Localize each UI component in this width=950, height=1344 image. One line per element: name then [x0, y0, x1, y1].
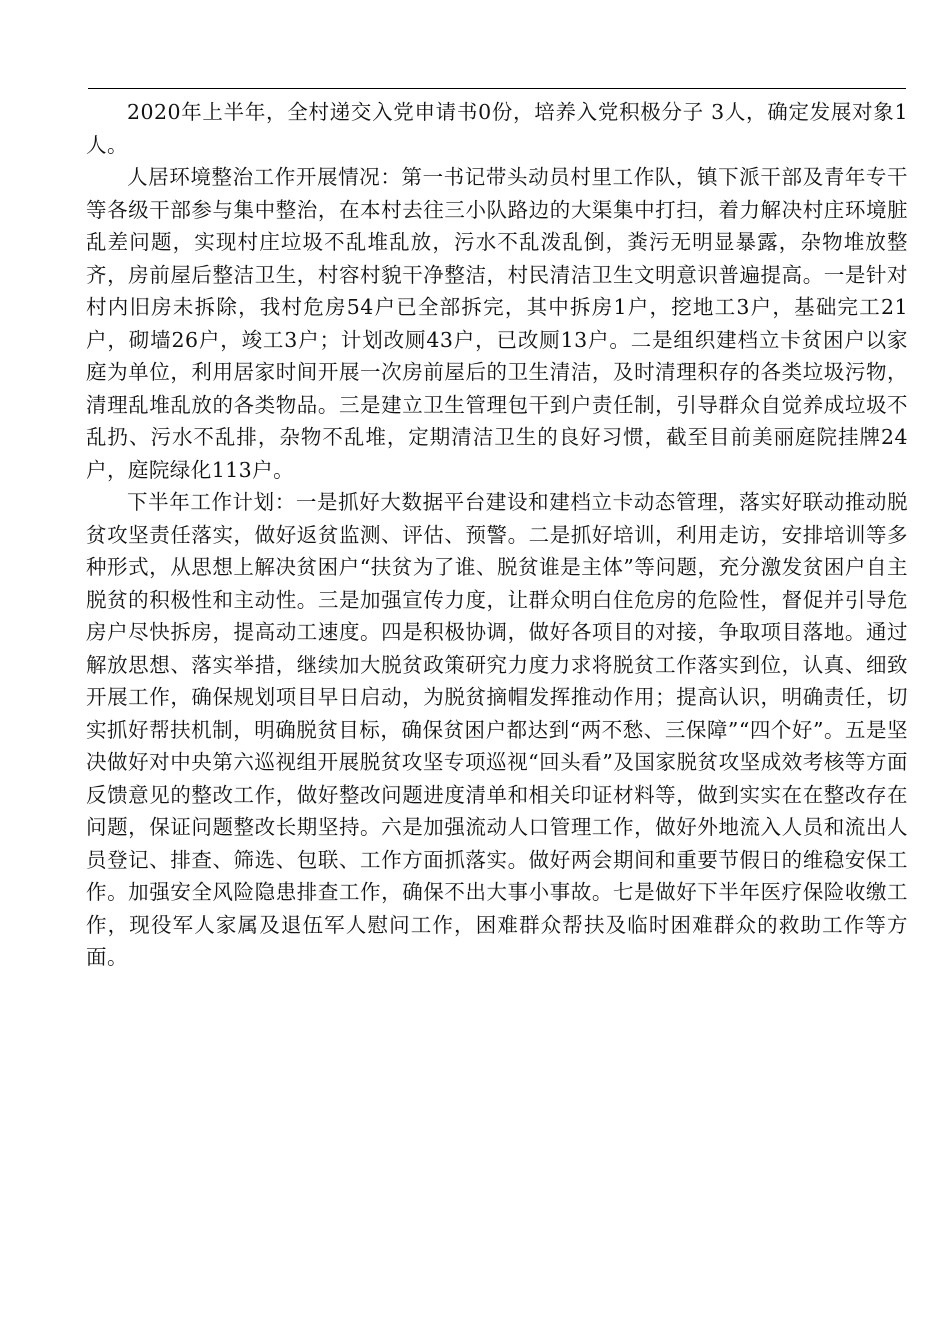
paragraph-second-half-plan: 下半年工作计划：一是抓好大数据平台建设和建档立卡动态管理，落实好联动推动脱贫攻坚责任落实，做好返贫监测、评估、预警。二是抓好培训，利用走访，安排培训等多种形式，从思想上解决贫困户“扶贫为了谁、脱贫谁是主体”等问题，充分激发贫困户自主脱贫的积极性和主动性。三是加强宣传力度，让群众明白住危房的危险性，督促并引导危房户尽快拆房，提高动工速度。四是积极协调，做好各项目的对接，争取项目落地。通过解放思想、落实举措，继续加大脱贫政策研究力度力求将脱贫工作落实到位，认真、细致开展工作，确保规划项目早日启动，为脱贫摘帽发挥推动作用；提高认识，明确责任，切实抓好帮扶机制，明确脱贫目标，确保贫困户都达到“两不愁、三保障”“四个好”。五是坚决做好对中央第六巡视组开展脱贫攻坚专项巡视“回头看”及国家脱贫攻坚成效考核等方面反馈意见的整改工作，做好整改问题进度清单和相关印证材料等，做到实实在在整改存在问题，保证问题整改长期坚持。六是加强流动人口管理工作，做好外地流入人员和流出人员登记、排查、筛选、包联、工作方面抓落实。做好两会期间和重要节假日的维稳安保工作。加强安全风险隐患排查工作，确保不出大事小事故。七是做好下半年医疗保险收缴工作，现役军人家属及退伍军人慰问工作，困难群众帮扶及临时困难群众的救助工作等方面。: [86, 490, 908, 969]
paragraph-party-membership: 2020年上半年，全村递交入党申请书0份，培养入党积极分子 3人，确定发展对象1人。: [86, 100, 908, 157]
document-body: [86, 96, 908, 974]
paragraph-environment-improvement: 人居环境整治工作开展情况：第一书记带头动员村里工作队，镇下派干部及青年专干等各级干部参与集中整治，在本村去往三小队路边的大渠集中打扫，着力解决村庄环境脏乱差问题，实现村庄垃圾不乱堆乱放，污水不乱泼乱倒，粪污无明显暴露，杂物堆放整齐，房前屋后整洁卫生，村容村貌干净整洁，村民清洁卫生文明意识普遍提高。一是针对村内旧房未拆除，我村危房54户已全部拆完，其中拆房1户，挖地工3户，基础完工21户，砌墙26户，竣工3户；计划改厕43户，已改厕13户。二是组织建档立卡贫困户以家庭为单位，利用居家时间开展一次房前屋后的卫生清洁，及时清理积存的各类垃圾污物，清理乱堆乱放的各类物品。三是建立卫生管理包干到户责任制，引导群众自觉养成垃圾不乱扔、污水不乱排，杂物不乱堆，定期清洁卫生的良好习惯，截至目前美丽庭院挂牌24户，庭院绿化113户。: [86, 165, 908, 482]
header-rule: [88, 88, 906, 89]
